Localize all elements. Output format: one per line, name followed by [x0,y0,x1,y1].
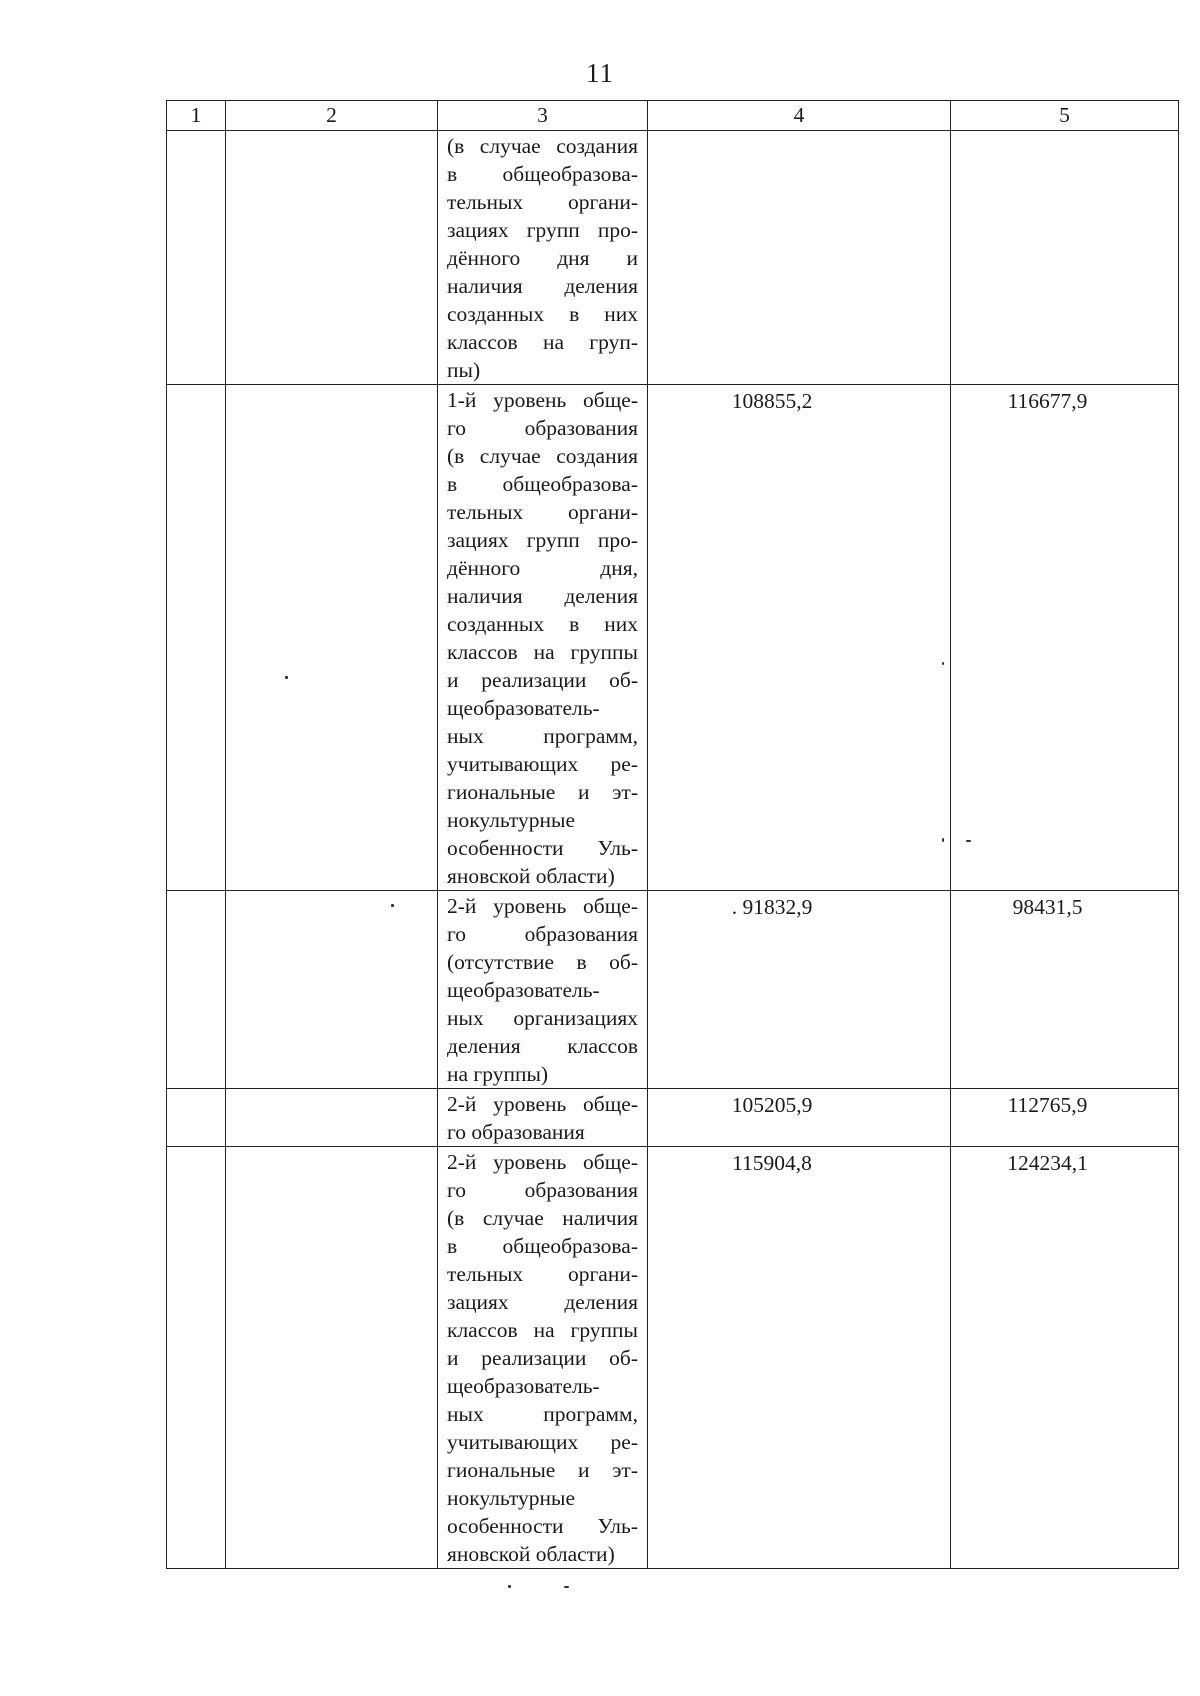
description-line: нокультурные [447,808,576,832]
description-line: классов на груп- [447,330,638,354]
description-line: наличия деления [447,584,638,608]
description-line: щеобразователь- [447,1374,600,1398]
description-line: классов на группы [447,1318,638,1342]
column-header: 1 [167,101,226,131]
description-line: зациях групп про- [447,528,638,552]
cell-value-col4: . 91832,9 [648,891,951,1089]
description-line: гиональные и эт- [447,1458,638,1482]
description-line: (отсутствие в об- [447,950,638,974]
description-line: 2-й уровень обще- [447,1150,638,1174]
table-row [167,385,1179,891]
description-line: яновской области) [447,1542,615,1566]
cell-value-col5: 112765,9 [951,1089,1179,1147]
description-line: ных программ, [447,724,638,748]
cell-value-col4: 108855,2 [648,385,951,891]
description-line: 1-й уровень обще- [447,388,638,412]
cell-col1 [167,1147,226,1569]
description-line: (в случае наличия [447,1206,638,1230]
description-line: (в случае создания [447,134,638,158]
cell-col2 [226,131,438,385]
cell-description [438,1147,648,1569]
description-line: гиональные и эт- [447,780,638,804]
description-line: яновской области) [447,864,615,888]
cell-value-col4: 105205,9 [648,1089,951,1147]
scan-speck [564,1586,569,1588]
description-line: зациях групп про- [447,218,638,242]
description-line: созданных в них [447,612,638,636]
description-line: в общеобразова- [447,162,638,186]
scan-speck [966,840,971,842]
cell-col1 [167,891,226,1089]
description-line: ных организациях [447,1006,638,1030]
description-line: ных программ, [447,1402,638,1426]
description-line: нокультурные [447,1486,576,1510]
table-row [167,891,1179,1089]
column-header: 3 [438,101,648,131]
description-line: 2-й уровень обще- [447,1092,638,1116]
description-line: учитывающих ре- [447,1430,638,1454]
cell-description [438,131,648,385]
description-line: деления классов [447,1034,638,1058]
description-line: особенности Уль- [447,836,638,860]
description-line: особенности Уль- [447,1514,638,1538]
cell-description [438,1089,648,1147]
scan-speck [942,662,944,665]
cell-col2 [226,385,438,891]
description-line: пы) [447,358,481,382]
description-line: тельных органи- [447,1262,638,1286]
cell-description [438,891,648,1089]
cell-col1 [167,1089,226,1147]
column-header: 5 [951,101,1179,131]
description-line: тельных органи- [447,190,638,214]
description-line: в общеобразова- [447,472,638,496]
cell-value-col4: 115904,8 [648,1147,951,1569]
description-line: на группы) [447,1062,549,1086]
description-line: созданных в них [447,302,638,326]
budget-table [166,100,1179,1569]
scan-speck [508,1585,511,1588]
table-row [167,1089,1179,1147]
description-line: щеобразователь- [447,696,600,720]
table-row [167,131,1179,385]
cell-col1 [167,131,226,385]
description-line: и реализации об- [447,668,638,692]
cell-col1 [167,385,226,891]
description-line: наличия деления [447,274,638,298]
description-line: го образования [447,1120,585,1144]
column-header: 4 [648,101,951,131]
description-line: го образования [447,1178,638,1202]
description-line: зациях деления [447,1290,638,1314]
description-line: (в случае создания [447,444,638,468]
description-line: го образования [447,922,638,946]
cell-col2 [226,1089,438,1147]
cell-value-col5: 124234,1 [951,1147,1179,1569]
scan-speck [942,838,944,842]
cell-value-col4 [648,131,951,385]
column-header: 2 [226,101,438,131]
description-line: тельных органи- [447,500,638,524]
description-line: и реализации об- [447,1346,638,1370]
table-row [167,1147,1179,1569]
description-line: щеобразователь- [447,978,600,1002]
cell-value-col5: 116677,9 [951,385,1179,891]
scan-speck [285,676,288,679]
scan-speck [391,904,394,907]
cell-col2 [226,1147,438,1569]
cell-description [438,385,648,891]
cell-value-col5 [951,131,1179,385]
page-number: 11 [586,58,614,88]
description-line: учитывающих ре- [447,752,638,776]
description-line: классов на группы [447,640,638,664]
description-line: го образования [447,416,638,440]
description-line: дённого дня, [447,556,638,580]
description-line: в общеобразова- [447,1234,638,1258]
column-number-row [167,101,1179,131]
description-line: дённого дня и [447,246,638,270]
cell-col2 [226,891,438,1089]
description-line: 2-й уровень обще- [447,894,638,918]
cell-value-col5: 98431,5 [951,891,1179,1089]
